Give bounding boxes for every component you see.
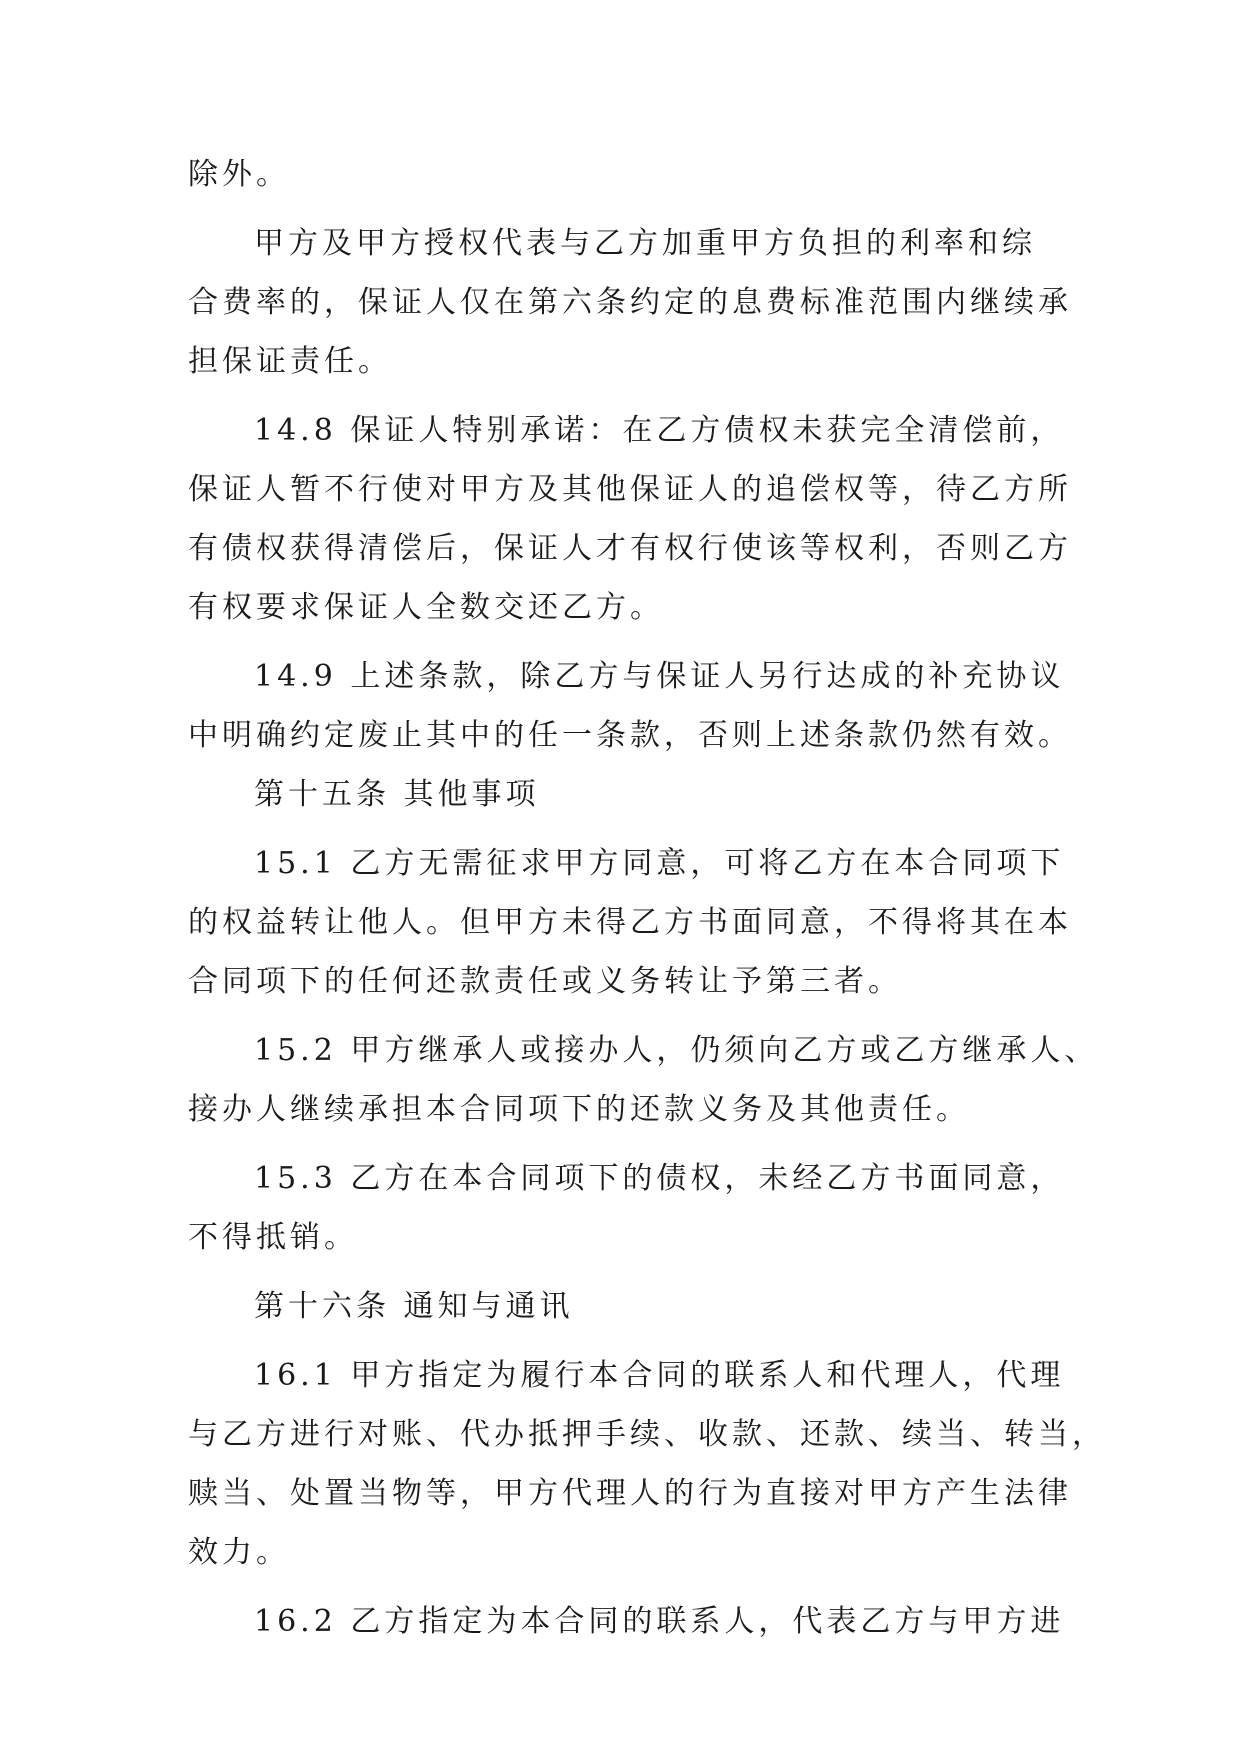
paragraph-line: 保证人暂不行使对甲方及其他保证人的追偿权等，待乙方所	[188, 472, 1072, 507]
paragraph-line: 赎当、处置当物等，甲方代理人的行为直接对甲方产生法律	[188, 1476, 1072, 1511]
paragraph-line: 甲方及甲方授权代表与乙方加重甲方负担的利率和综	[254, 226, 1036, 261]
paragraph-line: 中明确约定废止其中的任一条款，否则上述条款仍然有效。	[188, 718, 1072, 753]
document-page	[188, 145, 1106, 1651]
clause-16-1-line: 16.1 甲方指定为履行本合同的联系人和代理人，代理	[254, 1358, 1065, 1393]
paragraph-line: 接办人继续承担本合同项下的还款义务及其他责任。	[188, 1092, 970, 1127]
paragraph-line: 不得抵销。	[188, 1220, 358, 1255]
clause-14-9-line: 14.9 上述条款，除乙方与保证人另行达成的补充协议	[254, 659, 1065, 694]
paragraph-line: 担保证责任。	[188, 344, 392, 379]
clause-15-1-line: 15.1 乙方无需征求甲方同意，可将乙方在本合同项下	[254, 846, 1065, 881]
clause-15-2-line: 15.2 甲方继承人或接办人，仍须向乙方或乙方继承人、	[254, 1033, 1099, 1068]
clause-14-8-line: 14.8 保证人特别承诺：在乙方债权未获完全清偿前，	[254, 413, 1065, 448]
paragraph-line: 合费率的，保证人仅在第六条约定的息费标准范围内继续承	[188, 285, 1072, 320]
clause-16-2-line: 16.2 乙方指定为本合同的联系人，代表乙方与甲方进	[254, 1604, 1065, 1639]
article-16-heading: 第十六条 通知与通讯	[254, 1289, 574, 1324]
paragraph-line: 的权益转让他人。但甲方未得乙方书面同意，不得将其在本	[188, 905, 1072, 940]
paragraph-line: 有债权获得清偿后，保证人才有权行使该等权利，否则乙方	[188, 531, 1072, 566]
paragraph-line: 效力。	[188, 1535, 290, 1570]
paragraph-line: 有权要求保证人全数交还乙方。	[188, 590, 664, 625]
paragraph-line: 除外。	[188, 157, 290, 192]
clause-15-3-line: 15.3 乙方在本合同项下的债权，未经乙方书面同意，	[254, 1161, 1065, 1196]
paragraph-line: 与乙方进行对账、代办抵押手续、收款、还款、续当、转当，	[188, 1417, 1106, 1452]
article-15-heading: 第十五条 其他事项	[254, 777, 540, 812]
paragraph-line: 合同项下的任何还款责任或义务转让予第三者。	[188, 964, 902, 999]
